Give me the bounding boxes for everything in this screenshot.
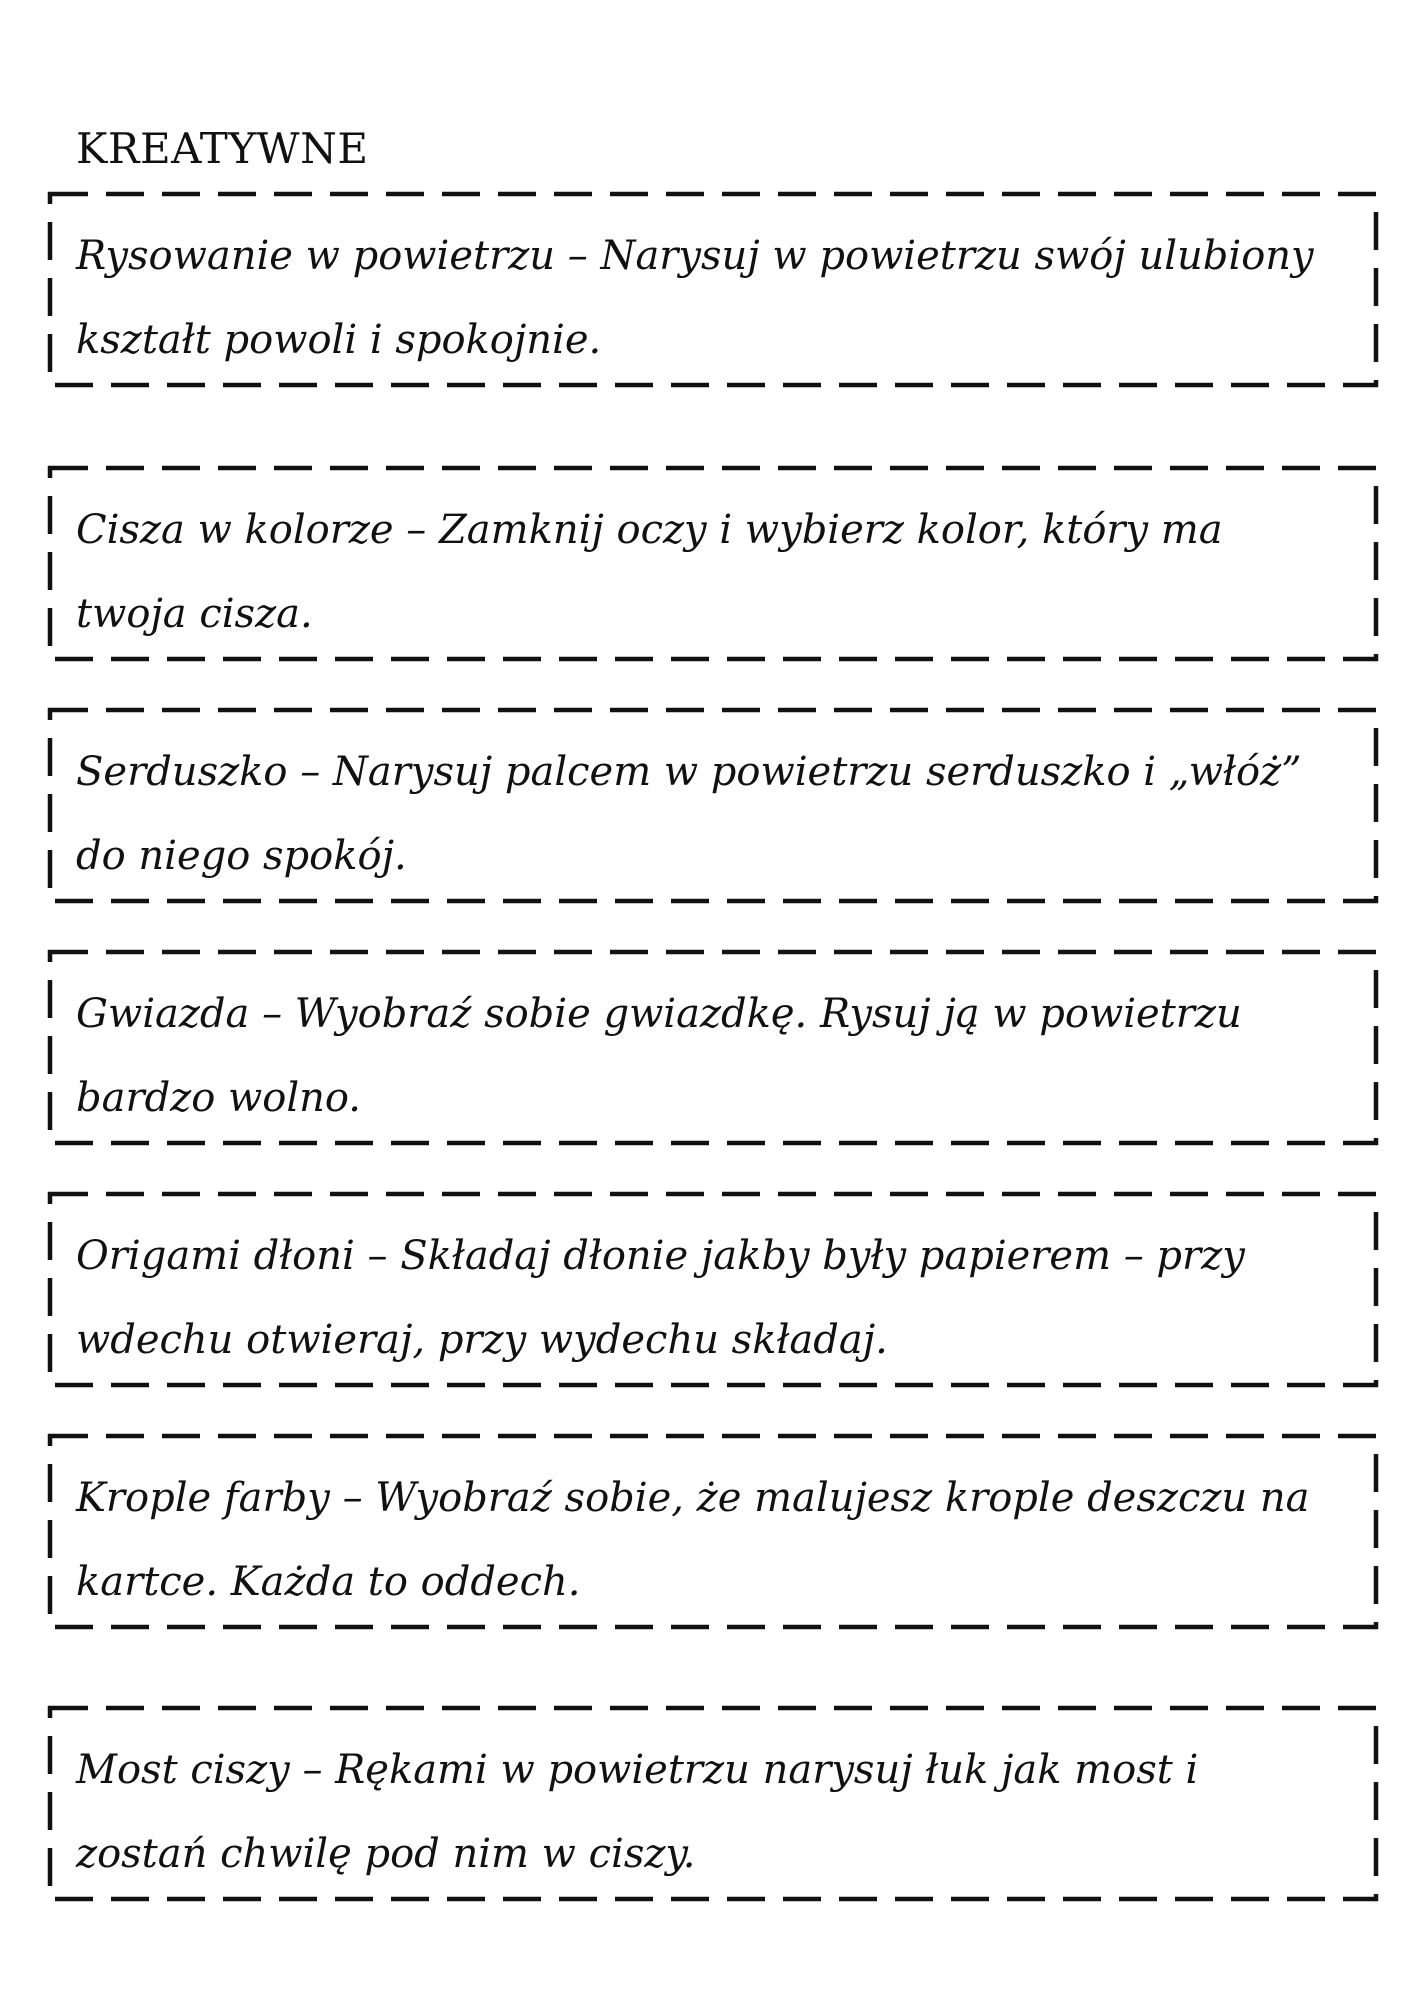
card-text: Krople farby – Wyobraź sobie, że malujesz krople deszczu na kartce. Każda to oddech. — [76, 1475, 1310, 1605]
activity-card — [48, 1434, 1378, 1629]
activity-card — [48, 708, 1378, 903]
card-text: Most ciszy – Rękami w powietrzu narysuj łuk jak most i zostań chwilę pod nim w ciszy. — [76, 1747, 1199, 1877]
card-text: Cisza w kolorze – Zamknij oczy i wybierz kolor, który ma twoja cisza. — [76, 507, 1223, 637]
activity-card — [48, 1706, 1378, 1901]
activity-card — [48, 1192, 1378, 1387]
activity-card — [48, 192, 1378, 387]
card-text: Serduszko – Narysuj palcem w powietrzu serduszko i „włóż” do niego spokój. — [76, 749, 1302, 879]
activity-card — [48, 950, 1378, 1145]
card-text: Rysowanie w powietrzu – Narysuj w powietrzu swój ulubiony kształt powoli i spokojnie. — [76, 233, 1314, 363]
card-text: Gwiazda – Wyobraź sobie gwiazdkę. Rysuj ją w powietrzu bardzo wolno. — [76, 991, 1242, 1121]
card-text: Origami dłoni – Składaj dłonie jakby były papierem – przy wdechu otwieraj, przy wydechu składaj. — [76, 1233, 1245, 1363]
activity-card — [48, 466, 1378, 661]
page-title: KREATYWNE — [76, 124, 369, 173]
